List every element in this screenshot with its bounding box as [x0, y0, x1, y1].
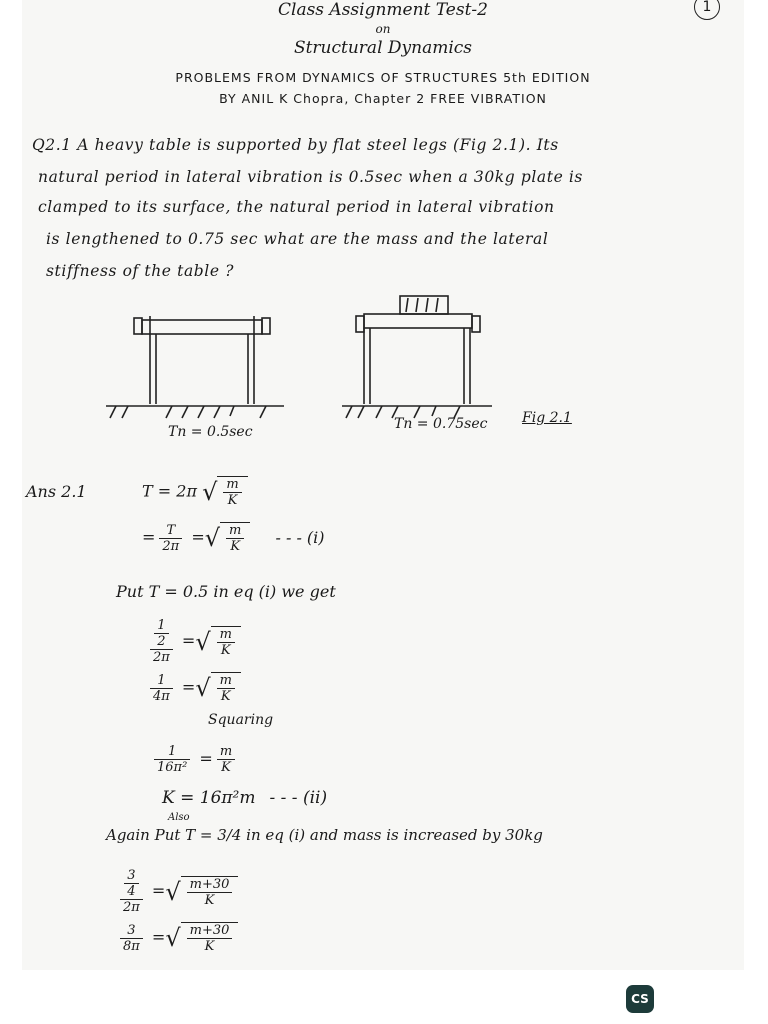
- assignment-title: Class Assignment Test-2: [278, 0, 488, 20]
- camscanner-badge[interactable]: CS: [626, 985, 654, 1013]
- table-sketch-left: [106, 316, 284, 418]
- squaring-note: Squaring: [208, 712, 274, 728]
- eq-lhs: T =: [142, 481, 172, 501]
- header-on: on: [375, 22, 391, 36]
- equation-i: = $\frac{T}{2\pi}$ =√ $\frac{m}{K}$ - - - (i): [142, 522, 325, 554]
- substitution-line: Put T = 0.5 in eq (i) we get: [116, 582, 336, 601]
- source-line-2: BY ANIL K Chopra, Chapter 2 FREE VIBRATION: [219, 91, 547, 106]
- question-line: natural period in lateral vibration is 0.5sec when a 30kg plate is: [38, 168, 583, 186]
- second-substitution-line: Again Put T = 3/4 in eq (i) and mass is increased by 30kg: [106, 826, 543, 844]
- subject-title: Structural Dynamics: [293, 38, 473, 58]
- insertion-note: Also: [168, 812, 190, 823]
- answer-label: Ans 2.1: [26, 482, 87, 501]
- right-period-caption: Tn = 0.75sec: [394, 416, 488, 432]
- table-figure: [22, 0, 744, 460]
- equation-quarter-pi: $\frac{1}{4\pi}$ =√ $\frac{m}{K}$: [146, 672, 241, 704]
- question-line: Q2.1 A heavy table is supported by flat steel legs (Fig 2.1). Its: [32, 136, 559, 154]
- question-line: clamped to its surface, the natural period in lateral vibration: [38, 198, 555, 216]
- equation-three-eighth-pi: $\frac{3}{8\pi}$ =√ $\frac{m+30}{K}$: [116, 922, 238, 954]
- source-line-1: PROBLEMS FROM DYNAMICS OF STRUCTURES 5th EDITION: [175, 70, 591, 85]
- equation-three-quarters: $\frac{\frac{3}{4}}{2\pi}$ =√ $\frac{m+30}{K}$: [116, 868, 238, 915]
- figure-label: Fig 2.1: [522, 410, 572, 426]
- equation-period: [142, 476, 248, 508]
- equation-ii: K = 16π²m - - - (ii): [162, 788, 328, 808]
- page-number: 1: [694, 0, 720, 20]
- left-period-caption: Tn = 0.5sec: [168, 424, 253, 440]
- table-sketch-right: [342, 296, 492, 418]
- question-line: is lengthened to 0.75 sec what are the mass and the lateral: [46, 230, 549, 248]
- notebook-page: [22, 0, 744, 970]
- eq-two-pi: 2π: [176, 481, 197, 501]
- question-line: stiffness of the table ?: [46, 262, 235, 280]
- equation-squared: $\frac{1}{\text{16π²}}$ = $\frac{m}{K}$: [150, 744, 239, 775]
- sqrt-m-over-k: √ $\frac{m}{K}$: [202, 476, 248, 508]
- equation-half: $\frac{\frac{1}{2}}{2\pi}$ =√ $\frac{m}{K}$: [146, 618, 241, 665]
